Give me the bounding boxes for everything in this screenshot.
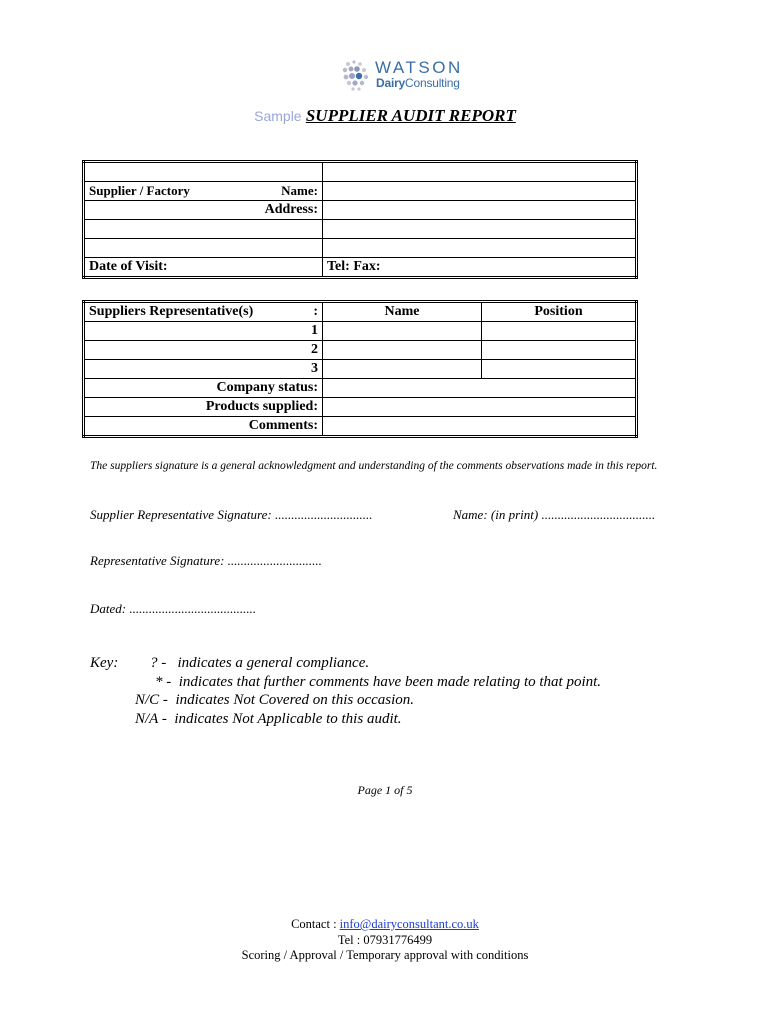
title-prefix: Sample (254, 108, 302, 124)
rep-position-field[interactable] (482, 341, 637, 360)
table-cell (84, 239, 323, 258)
rep-row-number: 3 (84, 360, 323, 379)
representative-signature-line[interactable]: Representative Signature: ............................. (90, 553, 322, 568)
address-field[interactable] (323, 201, 637, 220)
footer-scoring: Scoring / Approval / Temporary approval with conditions (241, 948, 529, 962)
supplier-name-label-cell (84, 182, 323, 201)
key-symbol: N/C - (135, 692, 168, 708)
table-row (84, 201, 637, 220)
address-label: Address: (84, 201, 323, 220)
table-row (84, 162, 637, 182)
table-row (84, 398, 637, 417)
table-row (84, 417, 637, 437)
name-label: Name: (281, 183, 318, 198)
rep-name-field[interactable] (323, 360, 482, 379)
products-supplied-label: Products supplied: (84, 398, 323, 417)
date-of-visit-label: Date of Visit: (84, 258, 323, 278)
table-row (84, 341, 637, 360)
name-in-print-line[interactable]: Name: (in print) ................................... (453, 507, 656, 522)
name-column-header: Name (323, 302, 482, 322)
table-row (84, 322, 637, 341)
supplier-rep-signature-line[interactable]: Supplier Representative Signature: .............................. (90, 507, 373, 522)
rep-position-field[interactable] (482, 360, 637, 379)
comments-field[interactable] (323, 417, 637, 437)
table-row (84, 182, 637, 201)
table-row (84, 239, 637, 258)
table-row (84, 360, 637, 379)
rep-name-field[interactable] (323, 341, 482, 360)
rep-row-number: 1 (84, 322, 323, 341)
supplier-factory-label: Supplier / Factory (89, 183, 190, 198)
key-text: indicates Not Applicable to this audit. (174, 711, 402, 727)
table-row (84, 220, 637, 239)
key-symbol: * - (155, 674, 172, 690)
key-label: Key: (90, 655, 119, 671)
table-cell (84, 162, 323, 182)
table-cell (84, 220, 323, 239)
footer-tel: Tel : 07931776499 (337, 933, 433, 947)
representatives-table (82, 300, 638, 438)
rep-row-number: 2 (84, 341, 323, 360)
company-status-field[interactable] (323, 379, 637, 398)
supplier-info-table (82, 160, 638, 279)
supplier-name-field[interactable] (323, 182, 637, 201)
contact-label: Contact : (291, 917, 340, 931)
signature-note: The suppliers signature is a general acknowledgment and understanding of the comments observations made in this report. (90, 460, 658, 472)
page-title (0, 106, 770, 126)
key-item (135, 692, 414, 709)
table-cell[interactable] (323, 162, 637, 182)
position-column-header: Position (482, 302, 637, 322)
company-status-label: Company status: (84, 379, 323, 398)
address-field-3[interactable] (323, 239, 637, 258)
suppliers-representatives-label: Suppliers Representative(s) (89, 304, 254, 319)
logo-dots-icon (340, 58, 374, 92)
key-text: indicates a general compliance. (177, 655, 370, 671)
address-field-2[interactable] (323, 220, 637, 239)
key-item (150, 655, 369, 672)
key-text: indicates that further comments have been made relating to that point. (178, 674, 602, 690)
page-number: Page 1 of 5 (357, 783, 413, 797)
comments-label: Comments: (84, 417, 323, 437)
products-supplied-field[interactable] (323, 398, 637, 417)
dated-line[interactable]: Dated: ....................................... (90, 601, 257, 616)
footer-contact (0, 917, 770, 932)
key-item (155, 674, 601, 691)
logo-word-dairy-consulting: DairyConsulting (376, 76, 460, 90)
key-symbol: N/A - (135, 711, 167, 727)
key-item (135, 711, 402, 728)
company-logo (340, 58, 470, 94)
reps-header-cell (84, 302, 323, 322)
table-row (84, 258, 637, 278)
key-text: indicates Not Covered on this occasion. (175, 692, 415, 708)
tel-fax-label: Tel: Fax: (323, 258, 637, 278)
rep-position-field[interactable] (482, 322, 637, 341)
table-row (84, 302, 637, 322)
colon-label: : (313, 304, 318, 319)
contact-email-link[interactable]: info@dairyconsultant.co.uk (339, 917, 479, 931)
key-symbol: ? - (150, 655, 167, 671)
rep-name-field[interactable] (323, 322, 482, 341)
title-main: SUPPLIER AUDIT REPORT (305, 106, 516, 125)
logo-word-watson: WATSON (375, 58, 463, 77)
table-row (84, 379, 637, 398)
